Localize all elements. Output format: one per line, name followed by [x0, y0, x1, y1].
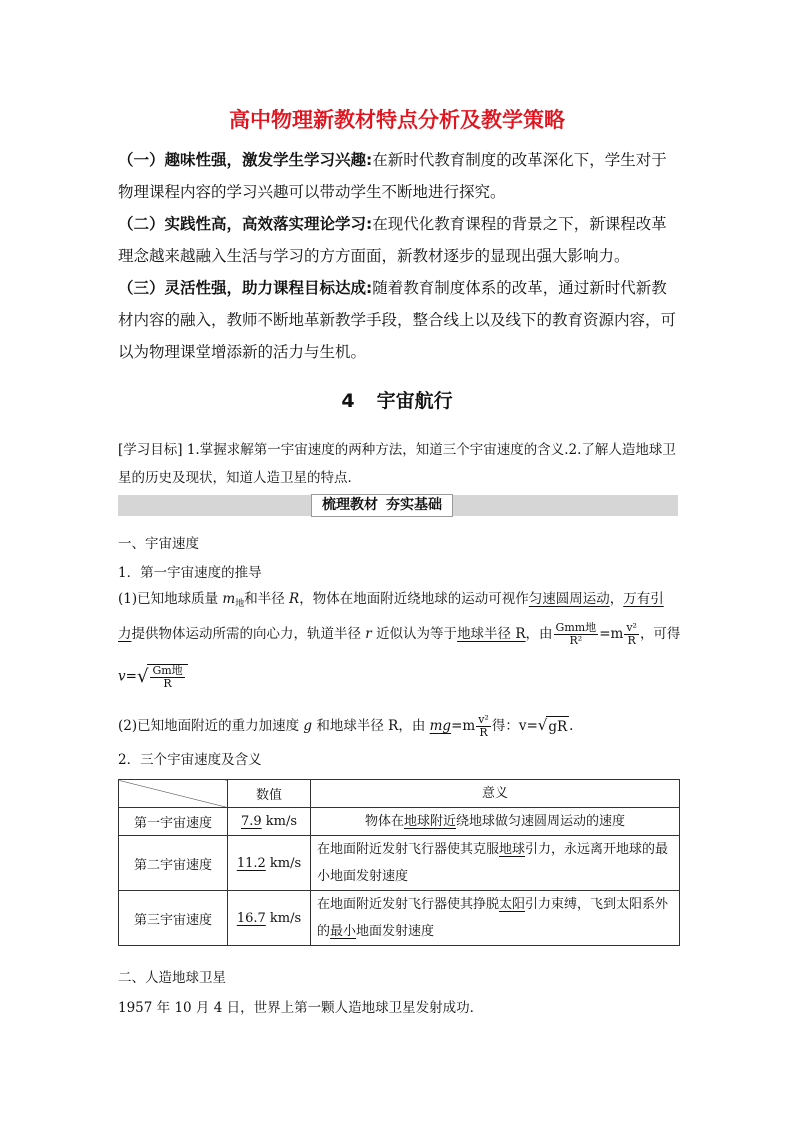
denominator: R [627, 634, 636, 647]
page-title: 高中物理新教材特点分析及教学策略 [229, 108, 565, 132]
text: ， [609, 591, 624, 607]
feature-lead: （二）实践性高，高效落实理论学习: [118, 215, 373, 233]
symbol-R: R [289, 591, 300, 607]
text: v= [118, 668, 137, 685]
text: 引力，永远离开地球的最小地面发射速度 [317, 842, 669, 884]
section-title [0, 386, 794, 413]
part1-sub1: 1．第一宇宙速度的推导 [118, 565, 262, 581]
part1-sub2: 2．三个宇宙速度及含义 [118, 752, 262, 768]
sqrt-sign: √ [537, 716, 548, 734]
bar-label-right: 夯实基础 [386, 497, 442, 513]
fraction [554, 622, 599, 647]
velocity-meaning [311, 891, 680, 946]
numerator: Gmm地 [555, 621, 597, 634]
text: (1)已知地球质量 [118, 591, 223, 607]
text: ，由 [525, 626, 553, 642]
feature-1 [118, 144, 680, 208]
section-name: 宇宙航行 [376, 390, 453, 412]
velocity-meaning [311, 836, 680, 891]
text: 和地球半径 R，由 [312, 718, 430, 734]
derivation-line-1 [118, 589, 664, 614]
text: 在地面附近发射飞行器使其挣脱 [317, 897, 500, 912]
velocity-name: 第三宇宙速度 [119, 891, 228, 946]
value-unit: km/s [265, 910, 302, 926]
underlined-term: 最小 [330, 924, 357, 939]
derivation-line-3 [118, 664, 188, 690]
learning-goal: [学习目标] 1.掌握求解第一宇宙速度的两种方法，知道三个宇宙速度的含义.2.了解人造地球卫星的历史及现状，知道人造卫星的特点． [118, 442, 676, 486]
table-corner-cell [119, 780, 228, 808]
text: . [569, 718, 574, 734]
text: 在地面附近发射飞行器使其克服 [317, 842, 500, 857]
text: 引力束缚，飞到太阳系外的 [317, 897, 669, 939]
text: =m [599, 626, 624, 642]
feature-text: 随着教育制度体系的改革，通过新时代新教材内容的融入，教师不断地革新教学手段，整合线上以及线下的教育资源内容，可以为物理课堂增添新的活力与生机。 [118, 279, 677, 361]
text: (2)已知地面附近的重力加速度 [118, 718, 304, 734]
text: 地面发射速度 [356, 924, 435, 939]
feature-text: 在新时代教育制度的改革深化下，学生对于物理课程内容的学习兴趣可以带动学生不断地进行探究。 [118, 151, 667, 201]
cosmic-velocity-table [118, 779, 680, 946]
numerator: Gm地 [152, 664, 183, 677]
underlined-term: 万有引 [623, 591, 664, 607]
sqrt-sign: √ [136, 666, 149, 687]
section-number: 4 [341, 390, 355, 412]
text: 物体在 [364, 814, 404, 829]
velocity-value [228, 891, 311, 946]
underlined-term: 地球附近 [403, 814, 456, 829]
text: =m [451, 718, 476, 734]
value-unit: km/s [261, 814, 298, 829]
underlined-term: 匀速圆周运动 [528, 591, 610, 607]
velocity-name: 第二宇宙速度 [119, 836, 228, 891]
symbol-g: g [303, 718, 313, 734]
table-row [119, 808, 680, 836]
text: ，物体在地面附近绕地球的运动可视作 [299, 591, 529, 607]
feature-3 [118, 272, 680, 368]
text: 得：v= [491, 718, 538, 734]
denominator: R² [569, 634, 583, 647]
derivation-line-4 [118, 714, 573, 739]
table-header-meaning: 意义 [311, 780, 680, 808]
value-unit: km/s [265, 855, 302, 871]
symbol-m: m [222, 591, 236, 607]
fraction [624, 622, 639, 647]
bar-label-left: 梳理教材 [322, 497, 378, 513]
symbol-r: r [365, 626, 372, 642]
underlined-term: 太阳 [499, 897, 526, 912]
part2-heading: 二、人造地球卫星 [118, 970, 226, 986]
velocity-meaning [311, 808, 680, 836]
value-number: 7.9 [240, 814, 262, 829]
sqrt-content [147, 664, 187, 690]
table-row [119, 836, 680, 891]
table-header-value: 数值 [228, 780, 311, 808]
underlined-term: mg [429, 718, 452, 734]
part2-line: 1957 年 10 月 4 日，世界上第一颗人造地球卫星发射成功． [118, 1000, 484, 1016]
feature-text: 在现代化教育课程的背景之下，新课程改革理念越来越融入生活与学习的方方面面，新教材逐步的显现出强大影响力。 [118, 215, 667, 265]
text: 近似认为等于 [371, 626, 458, 642]
table-header-row [119, 780, 680, 808]
part1-heading: 一、宇宙速度 [118, 536, 199, 552]
derivation-line-2 [118, 622, 680, 647]
underlined-term: 力 [118, 626, 132, 642]
fraction [150, 665, 184, 690]
numerator: v² [626, 621, 637, 634]
denominator: R [163, 677, 172, 690]
value-number: 16.7 [236, 910, 266, 926]
value-number: 11.2 [236, 855, 266, 871]
velocity-name: 第一宇宙速度 [119, 808, 228, 836]
text: 和半径 [244, 591, 290, 607]
denominator: R [479, 726, 488, 739]
velocity-value [228, 836, 311, 891]
sqrt-content: gR [546, 716, 569, 737]
underlined-term: 地球 [499, 842, 526, 857]
feature-lead: （一）趣味性强，激发学生学习兴趣: [118, 151, 373, 169]
velocity-value [228, 808, 311, 836]
text: ，可得 [639, 626, 681, 642]
subscript-earth: 地 [235, 599, 245, 609]
text: 绕地球做匀速圆周运动的速度 [456, 814, 626, 829]
underlined-term: 地球半径 R [457, 626, 526, 642]
fraction [476, 714, 491, 739]
table-row [119, 891, 680, 946]
text: 提供物体运动所需的向心力，轨道半径 [131, 626, 366, 642]
feature-lead: （三）灵活性强，助力课程目标达成: [118, 279, 373, 297]
numerator: v² [478, 713, 489, 726]
section-bar-label [311, 494, 453, 517]
feature-2 [118, 208, 680, 272]
